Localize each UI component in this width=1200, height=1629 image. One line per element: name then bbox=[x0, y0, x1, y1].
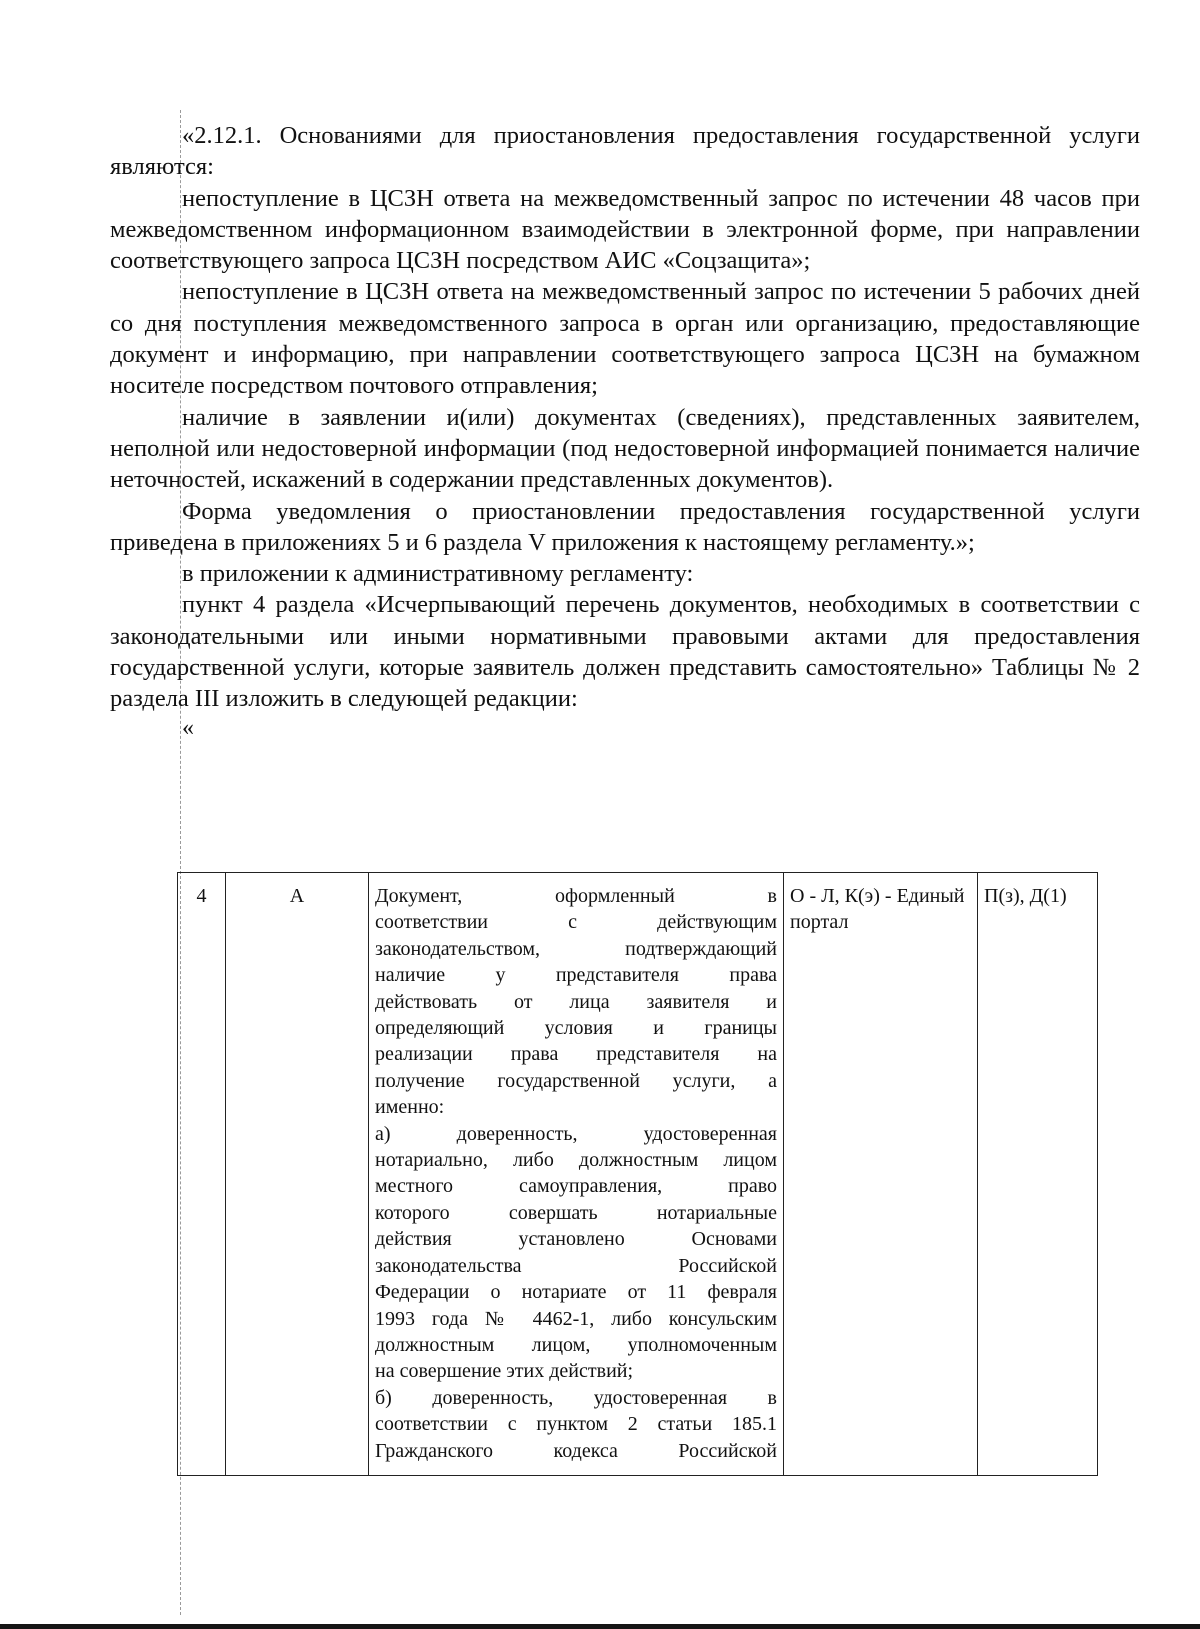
paragraph-paper-request: непоступление в ЦСЗН ответа на межведомственный запрос по истечении 5 рабочих дней со дня поступления межведомственного запроса в орган или организацию, предоставляющие документ и информацию, при направлении соответствующего запроса ЦСЗН на бумажном носителе посредством почтового отправления; bbox=[110, 278, 1140, 400]
row-number-cell: 4 bbox=[178, 873, 226, 1476]
paragraph-incomplete-info: наличие в заявлении и(или) документах (сведениях), представленных заявителем, неполной или недостоверной информации (под недостоверной информацией понимается наличие неточностей, искажений в содержании представленных документов). bbox=[110, 403, 1140, 494]
document-description-line: б) доверенность, удостоверенная в bbox=[375, 1386, 777, 1409]
document-description-line: должностным лицом, уполномоченным bbox=[375, 1333, 777, 1356]
document-description-line: которого совершать нотариальные bbox=[375, 1201, 777, 1224]
document-description-line: Федерации о нотариате от 11 февраля bbox=[375, 1281, 777, 1304]
document-description-line: законодательства Российской bbox=[375, 1254, 777, 1277]
submission-form-cell: О - Л, К(э) - Единый портал bbox=[784, 873, 978, 1476]
paragraph-notification-form: Форма уведомления о приостановлении предоставления государственной услуги приведена в приложениях 5 и 6 раздела V приложения к настоящему регламенту.»; bbox=[110, 497, 1140, 556]
document-body bbox=[110, 120, 1140, 741]
document-description-line: действовать от лица заявителя и bbox=[375, 990, 777, 1013]
document-description-line: реализации права представителя на bbox=[375, 1043, 777, 1066]
document-description-line: местного самоуправления, право bbox=[375, 1175, 777, 1198]
document-description-cell bbox=[369, 873, 784, 1476]
document-description-line: действия установлено Основами bbox=[375, 1228, 777, 1251]
document-description-line: получение государственной услуги, а bbox=[375, 1069, 777, 1092]
document-description-line: законодательством, подтверждающий bbox=[375, 937, 777, 960]
document-description-text bbox=[375, 883, 777, 1464]
document-description-line: нотариально, либо должностным лицом bbox=[375, 1149, 777, 1172]
scan-bottom-edge bbox=[0, 1624, 1200, 1629]
requirement-cell: П(з), Д(1) bbox=[978, 873, 1098, 1476]
paragraph-electronic-request: непоступление в ЦСЗН ответа на межведомственный запрос по истечении 48 часов при межведомственном информационном взаимодействии в электронной форме, при направлении соответствующего запроса ЦСЗН посредством АИС «Соцзащита»; bbox=[110, 184, 1140, 275]
opening-quote: « bbox=[182, 714, 194, 741]
document-description-line: наличие у представителя права bbox=[375, 964, 777, 987]
document-description-line: соответствии с действующим bbox=[375, 911, 777, 934]
table-row bbox=[178, 873, 1098, 1476]
document-description-line: Гражданского кодекса Российской bbox=[375, 1439, 777, 1462]
document-description-line: Документ, оформленный в bbox=[375, 885, 777, 907]
paragraph-2-12-1: «2.12.1. Основаниями для приостановления предоставления государственной услуги являются: bbox=[110, 122, 1140, 181]
document-description-line: на совершение этих действий; bbox=[375, 1360, 634, 1383]
document-description-line: определяющий условия и границы bbox=[375, 1017, 777, 1040]
documents-table bbox=[177, 872, 1098, 1476]
document-description-line: соответствии с пунктом 2 статьи 185.1 bbox=[375, 1413, 777, 1436]
row-letter-cell: А bbox=[226, 873, 369, 1476]
paragraph-appendix-intro: в приложении к административному регламенту: bbox=[182, 560, 694, 588]
paragraph-table-amendment: пункт 4 раздела «Исчерпывающий перечень документов, необходимых в соответствии с законодательными или иными нормативными правовыми актами для предоставления государственной услуги, которые заявитель должен представить самостоятельно» Таблицы № 2 раздела III изложить в следующей редакции: bbox=[110, 591, 1140, 713]
document-description-line: 1993 года № 4462-1, либо консульским bbox=[375, 1307, 777, 1330]
document-description-line: именно: bbox=[375, 1096, 445, 1119]
document-description-line: а) доверенность, удостоверенная bbox=[375, 1122, 777, 1145]
